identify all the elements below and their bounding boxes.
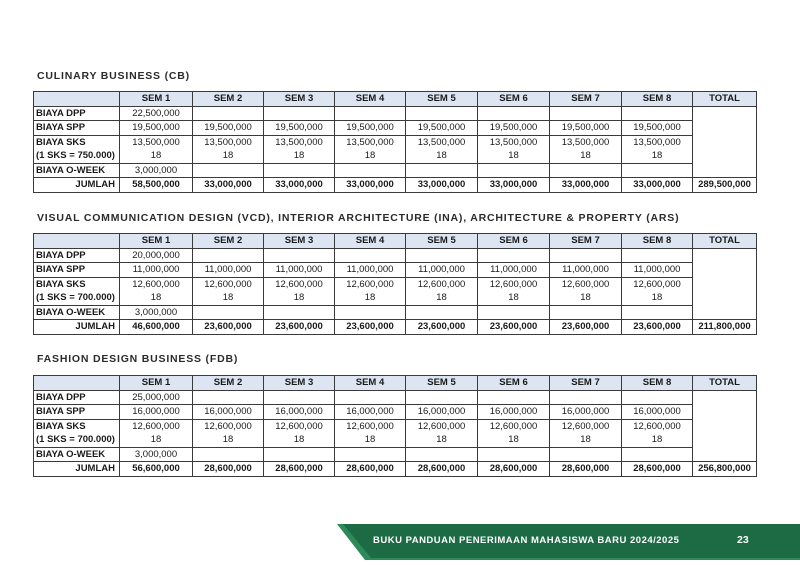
header-row [34, 376, 757, 391]
row-spp [34, 121, 757, 136]
section-title: CULINARY BUSINESS (CB) [37, 70, 190, 82]
row-label: BIAYA DPP [34, 106, 120, 121]
sks-credits-value: 18 [264, 433, 335, 447]
empty-cell [478, 305, 550, 320]
sks-credits-value: 18 [193, 433, 264, 447]
column-header: SEM 4 [335, 92, 406, 107]
grand-total: 211,800,000 [693, 320, 757, 335]
sks-value: 12,600,000 [550, 277, 622, 291]
sks-value: 13,500,000 [120, 135, 193, 149]
sks-value: 12,600,000 [120, 419, 193, 433]
sks-note: (1 SKS = 700.000) [34, 433, 120, 447]
empty-cell [264, 106, 335, 121]
empty-cell [193, 248, 264, 263]
jumlah-value: 56,600,000 [120, 462, 193, 477]
sks-value: 12,600,000 [478, 419, 550, 433]
column-header: TOTAL [693, 234, 757, 249]
sks-value: 12,600,000 [550, 419, 622, 433]
oweek-value: 3,000,000 [120, 163, 193, 178]
column-header: SEM 7 [550, 376, 622, 391]
row-label: BIAYA DPP [34, 248, 120, 263]
sks-value: 13,500,000 [622, 135, 693, 149]
jumlah-value: 28,600,000 [406, 462, 478, 477]
sks-credits-value: 18 [406, 149, 478, 163]
sks-value: 12,600,000 [478, 277, 550, 291]
empty-cell [264, 390, 335, 405]
grand-total: 256,800,000 [693, 462, 757, 477]
fee-table [33, 375, 757, 477]
column-header: TOTAL [693, 376, 757, 391]
header-blank-cell [34, 376, 120, 391]
row-dpp [34, 390, 757, 405]
spp-value: 16,000,000 [622, 405, 693, 420]
empty-cell [264, 163, 335, 178]
column-header: SEM 7 [550, 234, 622, 249]
row-label: BIAYA SPP [34, 263, 120, 278]
row-jumlah [34, 320, 757, 335]
sks-credits-value: 18 [193, 291, 264, 305]
empty-cell [550, 305, 622, 320]
row-sks [34, 135, 757, 149]
page-footer [337, 524, 800, 560]
spp-value: 16,000,000 [264, 405, 335, 420]
row-oweek [34, 305, 757, 320]
jumlah-value: 23,600,000 [335, 320, 406, 335]
total-blank-cell [693, 106, 757, 178]
jumlah-value: 28,600,000 [550, 462, 622, 477]
jumlah-value: 33,000,000 [622, 178, 693, 193]
row-sks [34, 277, 757, 291]
fee-table [33, 233, 757, 335]
empty-cell [264, 447, 335, 462]
empty-cell [335, 447, 406, 462]
sks-credits-value: 18 [120, 149, 193, 163]
empty-cell [550, 390, 622, 405]
spp-value: 16,000,000 [478, 405, 550, 420]
sks-value: 12,600,000 [335, 277, 406, 291]
sks-credits-value: 18 [193, 149, 264, 163]
sks-credits-value: 18 [406, 291, 478, 305]
spp-value: 11,000,000 [193, 263, 264, 278]
row-jumlah [34, 462, 757, 477]
empty-cell [550, 163, 622, 178]
row-spp [34, 263, 757, 278]
sks-credits-value: 18 [478, 149, 550, 163]
header-blank-cell [34, 234, 120, 249]
column-header: SEM 2 [193, 234, 264, 249]
empty-cell [622, 106, 693, 121]
row-sks [34, 419, 757, 433]
empty-cell [193, 106, 264, 121]
section-title: VISUAL COMMUNICATION DESIGN (VCD), INTERIOR ARCHITECTURE (INA), ARCHITECTURE & PROPERTY (ARS) [37, 212, 680, 224]
empty-cell [622, 248, 693, 263]
sks-credits-value: 18 [622, 291, 693, 305]
oweek-value: 3,000,000 [120, 447, 193, 462]
header-blank-cell [34, 92, 120, 107]
sks-value: 13,500,000 [406, 135, 478, 149]
row-label: BIAYA O-WEEK [34, 163, 120, 178]
empty-cell [193, 390, 264, 405]
column-header: SEM 8 [622, 376, 693, 391]
sks-value: 13,500,000 [478, 135, 550, 149]
dpp-value: 20,000,000 [120, 248, 193, 263]
sks-credits-value: 18 [478, 433, 550, 447]
column-header: SEM 1 [120, 234, 193, 249]
sks-value: 12,600,000 [622, 419, 693, 433]
empty-cell [335, 248, 406, 263]
column-header: SEM 5 [406, 376, 478, 391]
column-header: SEM 3 [264, 92, 335, 107]
empty-cell [335, 305, 406, 320]
jumlah-value: 33,000,000 [550, 178, 622, 193]
sks-value: 12,600,000 [120, 277, 193, 291]
row-sks-credits [34, 149, 757, 163]
spp-value: 16,000,000 [550, 405, 622, 420]
empty-cell [406, 447, 478, 462]
spp-value: 19,500,000 [478, 121, 550, 136]
empty-cell [406, 390, 478, 405]
sks-note: (1 SKS = 700.000) [34, 291, 120, 305]
jumlah-value: 23,600,000 [550, 320, 622, 335]
jumlah-value: 23,600,000 [406, 320, 478, 335]
row-label: JUMLAH [34, 178, 120, 193]
spp-value: 11,000,000 [550, 263, 622, 278]
sks-value: 12,600,000 [264, 419, 335, 433]
jumlah-value: 23,600,000 [193, 320, 264, 335]
empty-cell [406, 163, 478, 178]
column-header: SEM 8 [622, 234, 693, 249]
jumlah-value: 46,600,000 [120, 320, 193, 335]
empty-cell [406, 106, 478, 121]
header-row [34, 234, 757, 249]
jumlah-value: 58,500,000 [120, 178, 193, 193]
footer-title: BUKU PANDUAN PENERIMAAN MAHASISWA BARU 2024/2025 [373, 535, 680, 546]
sks-credits-value: 18 [264, 291, 335, 305]
empty-cell [264, 305, 335, 320]
row-label: BIAYA SKS [34, 419, 120, 433]
sks-value: 12,600,000 [622, 277, 693, 291]
column-header: SEM 3 [264, 376, 335, 391]
jumlah-value: 28,600,000 [193, 462, 264, 477]
jumlah-value: 28,600,000 [335, 462, 406, 477]
sks-credits-value: 18 [335, 149, 406, 163]
sks-credits-value: 18 [622, 149, 693, 163]
sks-credits-value: 18 [335, 433, 406, 447]
spp-value: 19,500,000 [120, 121, 193, 136]
jumlah-value: 33,000,000 [406, 178, 478, 193]
spp-value: 16,000,000 [120, 405, 193, 420]
sks-credits-value: 18 [120, 433, 193, 447]
sks-credits-value: 18 [120, 291, 193, 305]
empty-cell [193, 447, 264, 462]
spp-value: 19,500,000 [193, 121, 264, 136]
header-row [34, 92, 757, 107]
jumlah-value: 28,600,000 [622, 462, 693, 477]
sks-value: 12,600,000 [406, 277, 478, 291]
column-header: SEM 4 [335, 376, 406, 391]
column-header: SEM 1 [120, 92, 193, 107]
jumlah-value: 28,600,000 [264, 462, 335, 477]
spp-value: 11,000,000 [406, 263, 478, 278]
row-jumlah [34, 178, 757, 193]
row-label: BIAYA O-WEEK [34, 305, 120, 320]
grand-total: 289,500,000 [693, 178, 757, 193]
jumlah-value: 23,600,000 [478, 320, 550, 335]
spp-value: 16,000,000 [406, 405, 478, 420]
dpp-value: 22,500,000 [120, 106, 193, 121]
empty-cell [264, 248, 335, 263]
jumlah-value: 33,000,000 [264, 178, 335, 193]
sks-credits-value: 18 [478, 291, 550, 305]
spp-value: 19,500,000 [406, 121, 478, 136]
page-number: 23 [737, 534, 749, 546]
empty-cell [478, 248, 550, 263]
row-dpp [34, 248, 757, 263]
oweek-value: 3,000,000 [120, 305, 193, 320]
jumlah-value: 23,600,000 [264, 320, 335, 335]
sks-value: 12,600,000 [264, 277, 335, 291]
spp-value: 16,000,000 [193, 405, 264, 420]
column-header: TOTAL [693, 92, 757, 107]
empty-cell [622, 447, 693, 462]
spp-value: 11,000,000 [264, 263, 335, 278]
sks-credits-value: 18 [550, 433, 622, 447]
row-sks-credits [34, 433, 757, 447]
sks-credits-value: 18 [550, 149, 622, 163]
row-spp [34, 405, 757, 420]
sks-value: 12,600,000 [193, 277, 264, 291]
spp-value: 19,500,000 [335, 121, 406, 136]
sks-value: 13,500,000 [550, 135, 622, 149]
empty-cell [406, 248, 478, 263]
spp-value: 11,000,000 [478, 263, 550, 278]
section-title: FASHION DESIGN BUSINESS (FDB) [37, 353, 239, 365]
spp-value: 11,000,000 [622, 263, 693, 278]
row-label: BIAYA SKS [34, 277, 120, 291]
total-blank-cell [693, 248, 757, 320]
sks-credits-value: 18 [550, 291, 622, 305]
sks-value: 13,500,000 [193, 135, 264, 149]
empty-cell [193, 163, 264, 178]
column-header: SEM 5 [406, 234, 478, 249]
column-header: SEM 5 [406, 92, 478, 107]
sks-note: (1 SKS = 750.000) [34, 149, 120, 163]
row-label: BIAYA DPP [34, 390, 120, 405]
empty-cell [335, 390, 406, 405]
empty-cell [550, 106, 622, 121]
fee-table [33, 91, 757, 193]
empty-cell [478, 390, 550, 405]
sks-value: 13,500,000 [335, 135, 406, 149]
sks-credits-value: 18 [335, 291, 406, 305]
column-header: SEM 1 [120, 376, 193, 391]
spp-value: 11,000,000 [335, 263, 406, 278]
empty-cell [478, 163, 550, 178]
row-label: BIAYA SPP [34, 405, 120, 420]
spp-value: 16,000,000 [335, 405, 406, 420]
column-header: SEM 8 [622, 92, 693, 107]
sks-value: 13,500,000 [264, 135, 335, 149]
empty-cell [550, 447, 622, 462]
sks-value: 12,600,000 [335, 419, 406, 433]
column-header: SEM 2 [193, 376, 264, 391]
column-header: SEM 3 [264, 234, 335, 249]
spp-value: 19,500,000 [550, 121, 622, 136]
spp-value: 19,500,000 [264, 121, 335, 136]
empty-cell [335, 106, 406, 121]
row-label: JUMLAH [34, 462, 120, 477]
sks-credits-value: 18 [406, 433, 478, 447]
column-header: SEM 6 [478, 234, 550, 249]
dpp-value: 25,000,000 [120, 390, 193, 405]
empty-cell [478, 447, 550, 462]
empty-cell [622, 163, 693, 178]
column-header: SEM 7 [550, 92, 622, 107]
empty-cell [622, 305, 693, 320]
jumlah-value: 23,600,000 [622, 320, 693, 335]
row-label: JUMLAH [34, 320, 120, 335]
sks-value: 12,600,000 [406, 419, 478, 433]
row-label: BIAYA O-WEEK [34, 447, 120, 462]
column-header: SEM 4 [335, 234, 406, 249]
jumlah-value: 28,600,000 [478, 462, 550, 477]
empty-cell [622, 390, 693, 405]
empty-cell [478, 106, 550, 121]
spp-value: 11,000,000 [120, 263, 193, 278]
jumlah-value: 33,000,000 [478, 178, 550, 193]
empty-cell [406, 305, 478, 320]
column-header: SEM 2 [193, 92, 264, 107]
row-oweek [34, 163, 757, 178]
spp-value: 19,500,000 [622, 121, 693, 136]
total-blank-cell [693, 390, 757, 462]
row-dpp [34, 106, 757, 121]
row-label: BIAYA SPP [34, 121, 120, 136]
column-header: SEM 6 [478, 92, 550, 107]
sks-credits-value: 18 [264, 149, 335, 163]
sks-credits-value: 18 [622, 433, 693, 447]
row-label: BIAYA SKS [34, 135, 120, 149]
empty-cell [193, 305, 264, 320]
sks-value: 12,600,000 [193, 419, 264, 433]
empty-cell [550, 248, 622, 263]
empty-cell [335, 163, 406, 178]
jumlah-value: 33,000,000 [335, 178, 406, 193]
row-oweek [34, 447, 757, 462]
row-sks-credits [34, 291, 757, 305]
column-header: SEM 6 [478, 376, 550, 391]
jumlah-value: 33,000,000 [193, 178, 264, 193]
